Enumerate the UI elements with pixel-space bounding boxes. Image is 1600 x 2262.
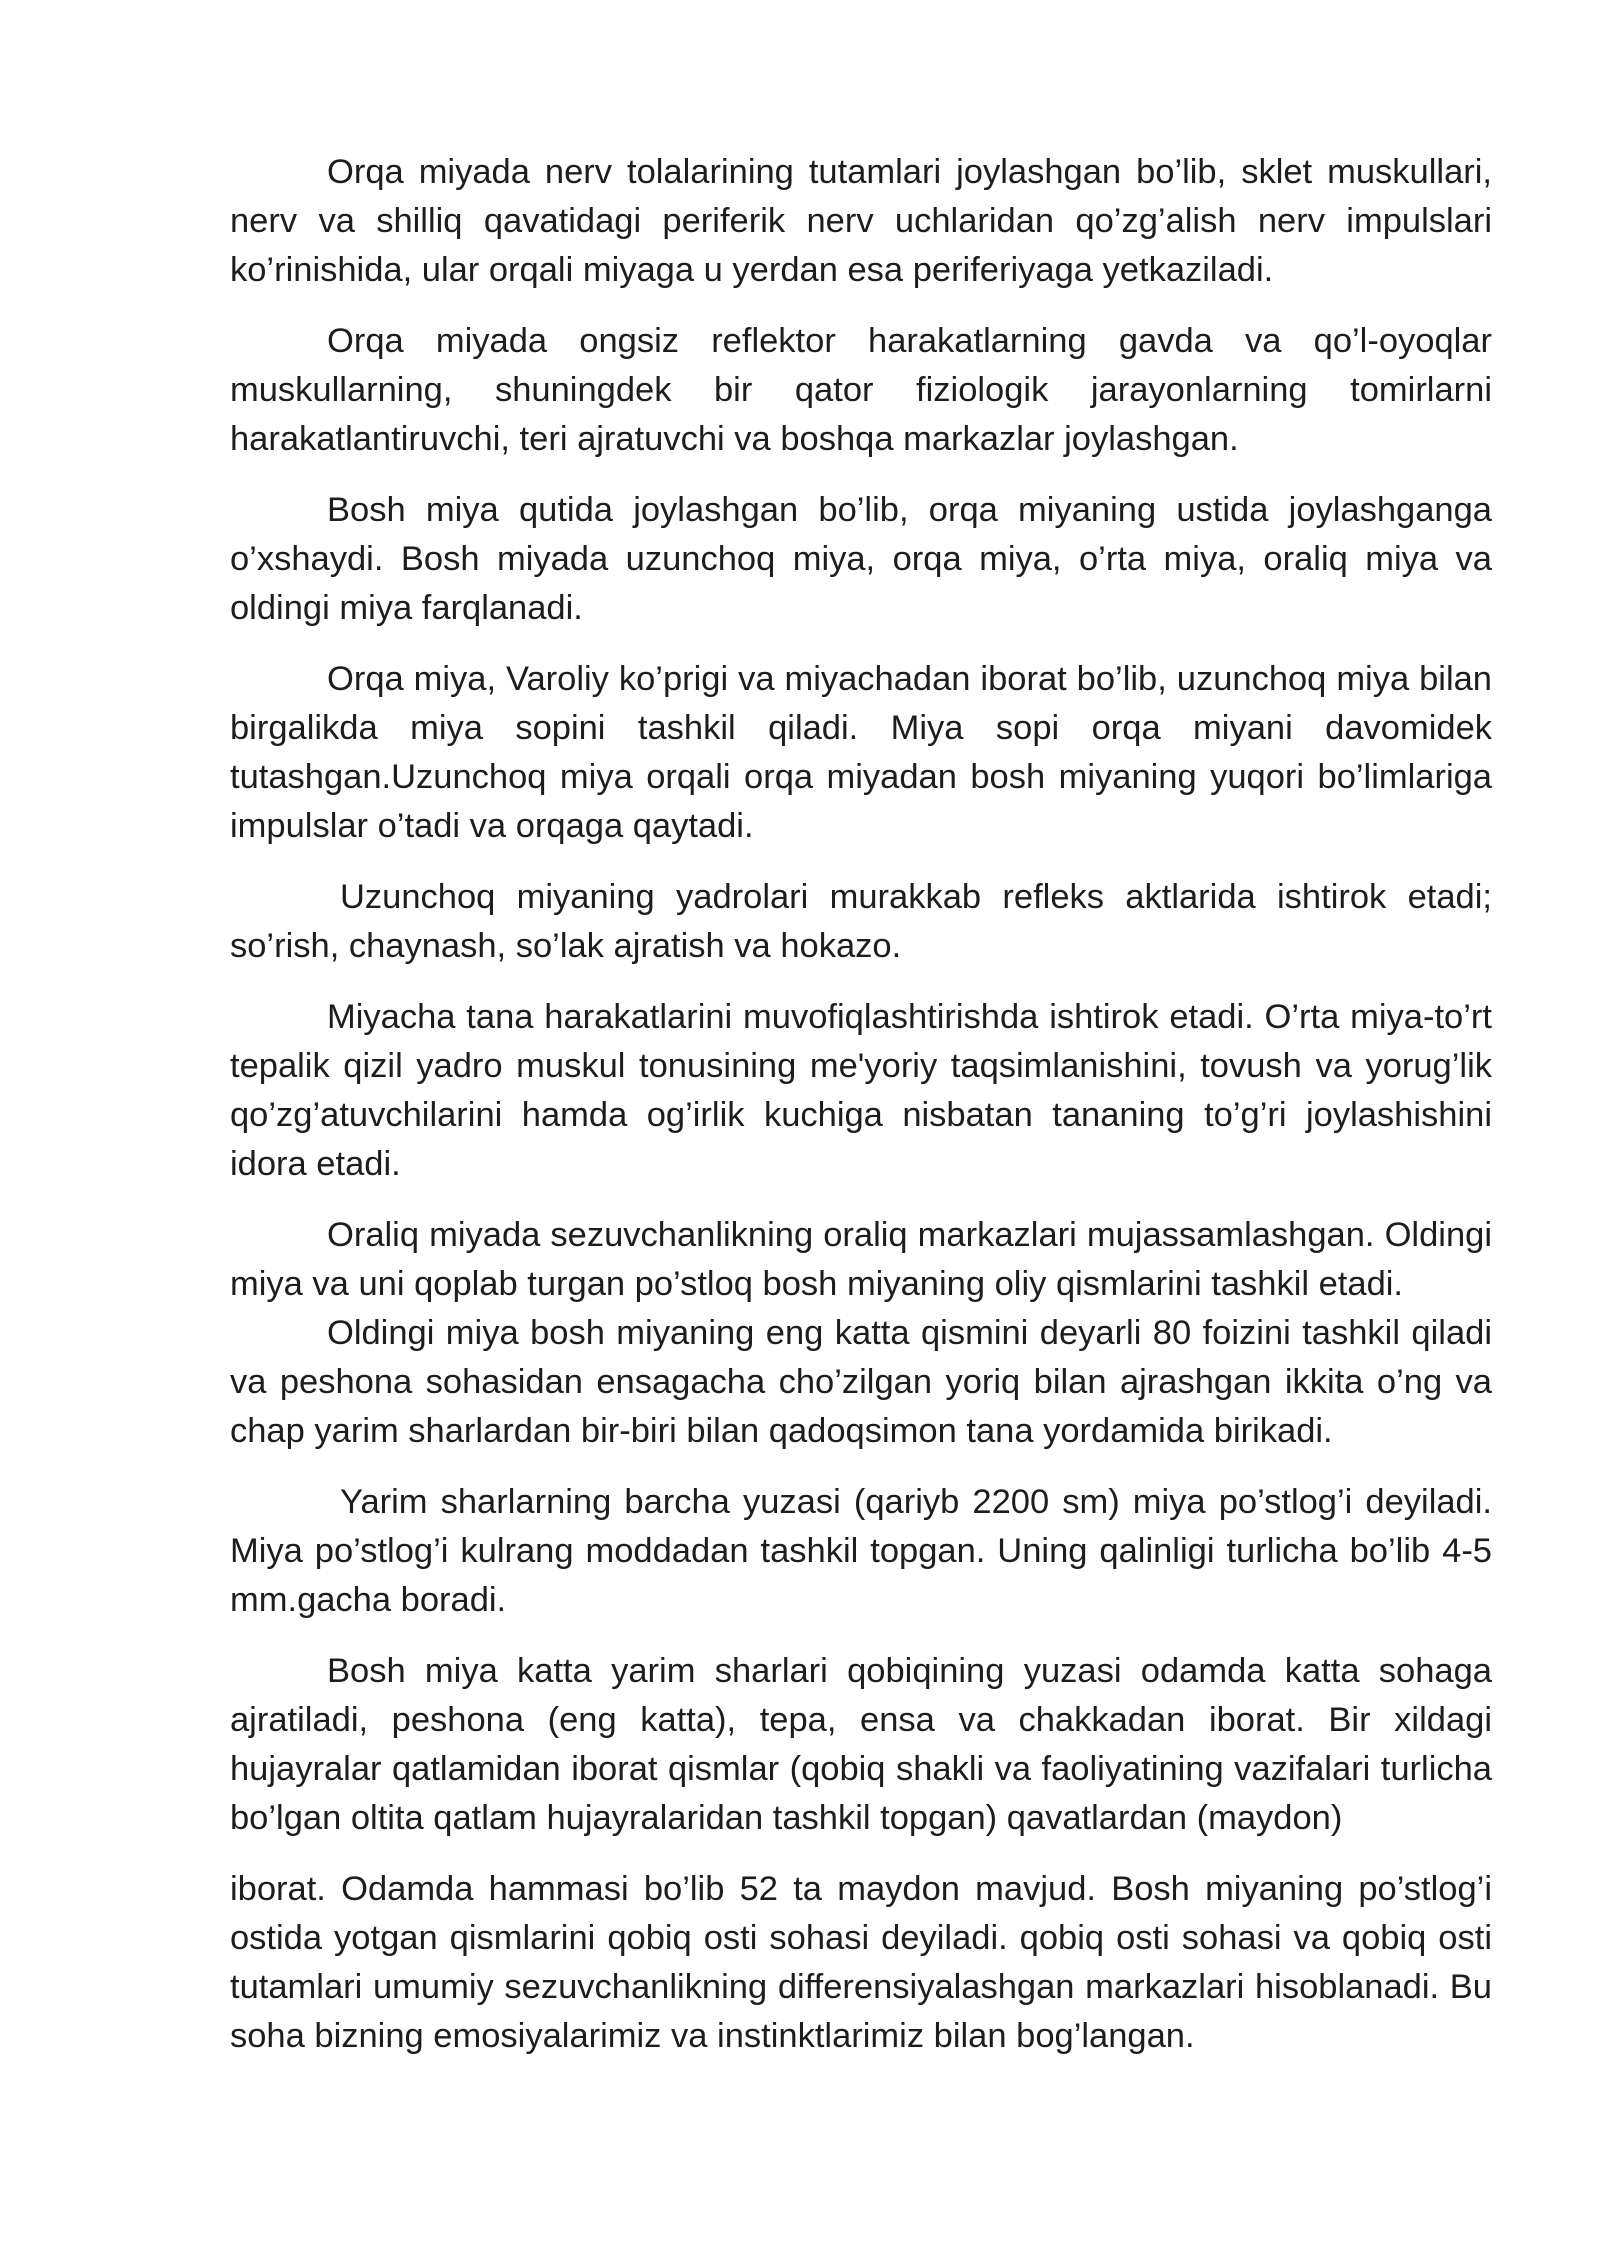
paragraph-1: Orqa miyada nerv tolalarining tutamlari joylashgan bo’lib, sklet muskullari, nerv va shilliq qavatidagi periferik nerv uchlaridan qo’zg’alish nerv impulslari ko’rinishida, ular orqali miyaga u yerdan esa periferiyaga yetkaziladi. [230,153,1492,289]
paragraph-6: Miyacha tana harakatlarini muvofiqlashtirishda ishtirok etadi. O’rta miya-to’rt tepalik qizil yadro muskul tonusining me'yoriy taqsimlanishini, tovush va yorug’lik qo’zg’atuvchilarini hamda og’irlik kuchiga nisbatan tananing to’g’ri joylashishini idora etadi. [230,998,1492,1183]
document-page [230,148,1492,2083]
paragraph-10: Bosh miya katta yarim sharlari qobiqining yuzasi odamda katta sohaga ajratiladi, peshona (eng katta), tepa, ensa va chakkadan iborat. Bir xildagi hujayralar qatlamidan iborat qismlar (qobiq shakli va faoliyatining vazifalari turlicha bo’lgan oltita qatlam hujayralaridan tashkil topgan) qavatlardan (maydon) [230,1652,1492,1837]
paragraph-11: iborat. Odamda hammasi bo’lib 52 ta maydon mavjud. Bosh miyaning po’stlog’i ostida yotgan qismlarini qobiq osti sohasi deyiladi. qobiq osti sohasi va qobiq osti tutamlari umumiy sezuvchanlikning differensiyalashgan markazlari hisoblanadi. Bu soha bizning emosiyalarimiz va instinktlarimiz bilan bog’langan. [230,1870,1492,2055]
paragraph-7: Oraliq miyada sezuvchanlikning oraliq markazlari mujassamlashgan. Oldingi miya va uni qoplab turgan po’stloq bosh miyaning oliy qismlarini tashkil etadi. [230,1216,1492,1303]
paragraph-5: Uzunchoq miyaning yadrolari murakkab refleks aktlarida ishtirok etadi; so’rish, chaynash, so’lak ajratish va hokazo. [230,878,1492,965]
paragraph-2: Orqa miyada ongsiz reflektor harakatlarning gavda va qo’l-oyoqlar muskullarning, shuningdek bir qator fiziologik jarayonlarning tomirlarni harakatlantiruvchi, teri ajratuvchi va boshqa markazlar joylashgan. [230,322,1492,458]
paragraph-8: Oldingi miya bosh miyaning eng katta qismini deyarli 80 foizini tashkil qiladi va peshona sohasidan ensagacha cho’zilgan yoriq bilan ajrashgan ikkita o’ng va chap yarim sharlardan bir-biri bilan qadoqsimon tana yordamida birikadi. [230,1314,1492,1450]
paragraph-9: Yarim sharlarning barcha yuzasi (qariyb 2200 sm) miya po’stlog’i deyiladi. Miya po’stlog’i kulrang moddadan tashkil topgan. Uning qalinligi turlicha bo’lib 4-5 mm.gacha boradi. [230,1483,1492,1619]
paragraph-3: Bosh miya qutida joylashgan bo’lib, orqa miyaning ustida joylashganga o’xshaydi. Bosh miyada uzunchoq miya, orqa miya, o’rta miya, oraliq miya va oldingi miya farqlanadi. [230,491,1492,627]
paragraph-4: Orqa miya, Varoliy ko’prigi va miyachadan iborat bo’lib, uzunchoq miya bilan birgalikda miya sopini tashkil qiladi. Miya sopi orqa miyani davomidek tutashgan.Uzunchoq miya orqali orqa miyadan bosh miyaning yuqori bo’limlariga impulslar o’tadi va orqaga qaytadi. [230,660,1492,845]
